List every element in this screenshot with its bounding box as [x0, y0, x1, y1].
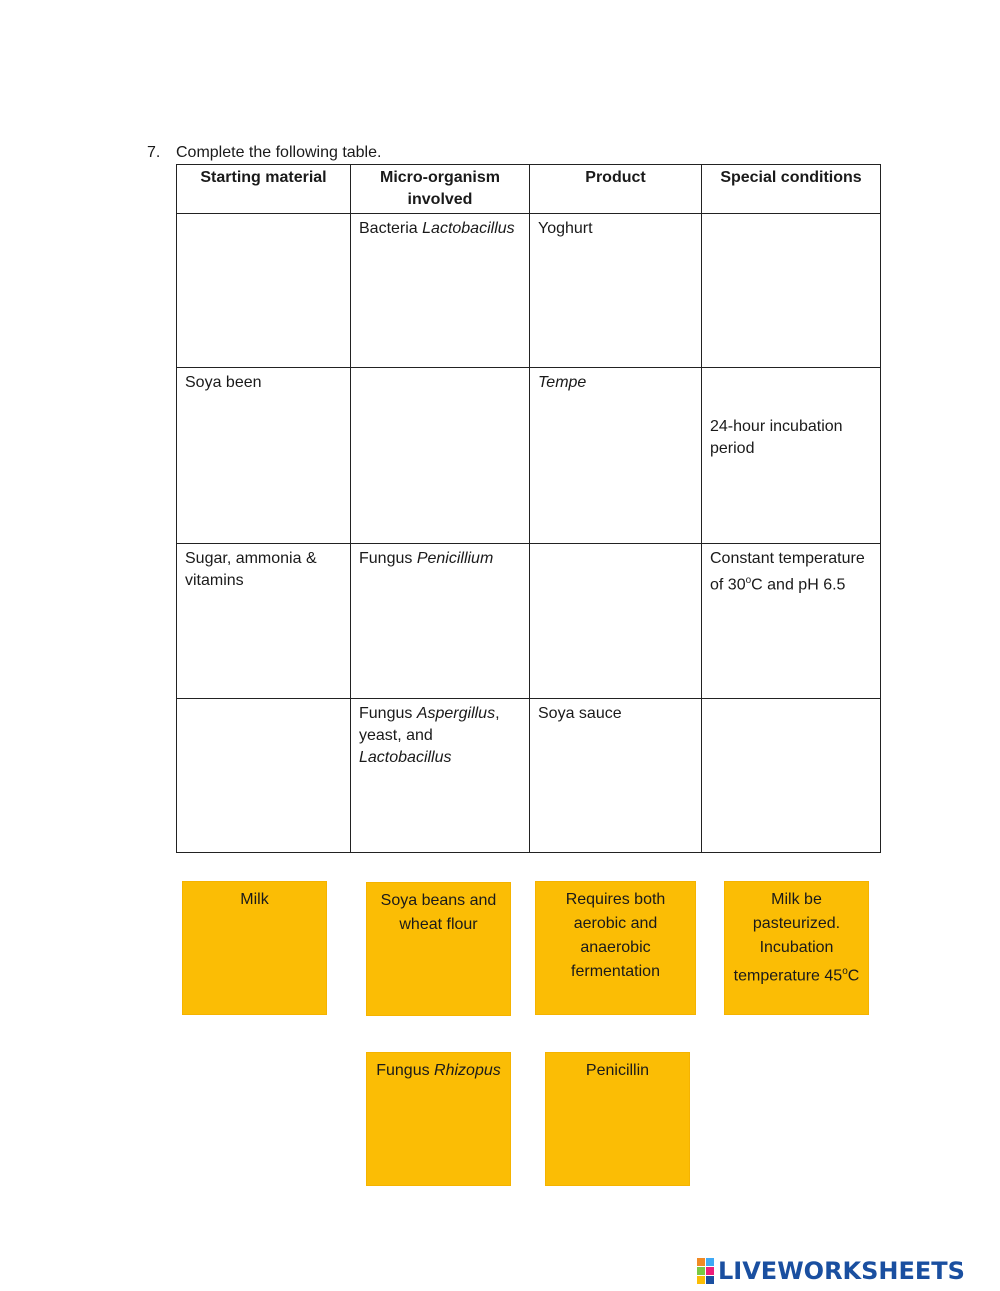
- drop-zone-micro-organism[interactable]: [351, 368, 530, 544]
- logo-mark-icon: [697, 1258, 714, 1284]
- drop-zone-special-conditions[interactable]: [702, 699, 881, 853]
- cell-micro-organism: Bacteria Lactobacillus: [351, 214, 530, 368]
- cell-product: Yoghurt: [530, 214, 702, 368]
- header-starting-material: Starting material: [177, 165, 351, 214]
- table-header-row: [177, 165, 881, 214]
- drop-zone-starting-material[interactable]: [177, 214, 351, 368]
- header-special-conditions: Special conditions: [702, 165, 881, 214]
- table-row: [177, 544, 881, 699]
- answer-card-pasteurized[interactable]: Milk be pasteurized. Incubation temperature 45$^o$C: [724, 881, 869, 1015]
- cell-special-conditions: Constant temperature of 30$^o$C and pH 6.5: [702, 544, 881, 699]
- cell-product: Soya sauce: [530, 699, 702, 853]
- table-row: [177, 368, 881, 544]
- drop-zone-starting-material[interactable]: [177, 699, 351, 853]
- answer-card-penicillin[interactable]: Penicillin: [545, 1052, 690, 1186]
- cell-micro-organism: Fungus Penicillium: [351, 544, 530, 699]
- logo-text: LIVEWORKSHEETS: [718, 1257, 965, 1285]
- answer-card-fermentation[interactable]: Requires both aerobic and anaerobic fermentation: [535, 881, 696, 1015]
- cell-special-conditions: 24-hour incubation period: [702, 368, 881, 544]
- answer-card-milk[interactable]: Milk: [182, 881, 327, 1015]
- header-product: Product: [530, 165, 702, 214]
- cell-micro-organism: Fungus Aspergillus, yeast, and Lactobacillus: [351, 699, 530, 853]
- answer-card-rhizopus[interactable]: Fungus Rhizopus: [366, 1052, 511, 1186]
- cell-starting-material: Soya been: [177, 368, 351, 544]
- table-row: [177, 699, 881, 853]
- liveworksheets-logo: [697, 1256, 965, 1286]
- drop-zone-product[interactable]: [530, 544, 702, 699]
- table-row: [177, 214, 881, 368]
- header-micro-organism: Micro-organism involved: [351, 165, 530, 214]
- cell-starting-material: Sugar, ammonia & vitamins: [177, 544, 351, 699]
- answer-card-soya-beans[interactable]: Soya beans and wheat flour: [366, 882, 511, 1016]
- question-text: Complete the following table.: [176, 144, 382, 161]
- question-number: 7.: [147, 144, 161, 161]
- cell-product: Tempe: [530, 368, 702, 544]
- drop-zone-special-conditions[interactable]: [702, 214, 881, 368]
- fermentation-table: [176, 164, 881, 853]
